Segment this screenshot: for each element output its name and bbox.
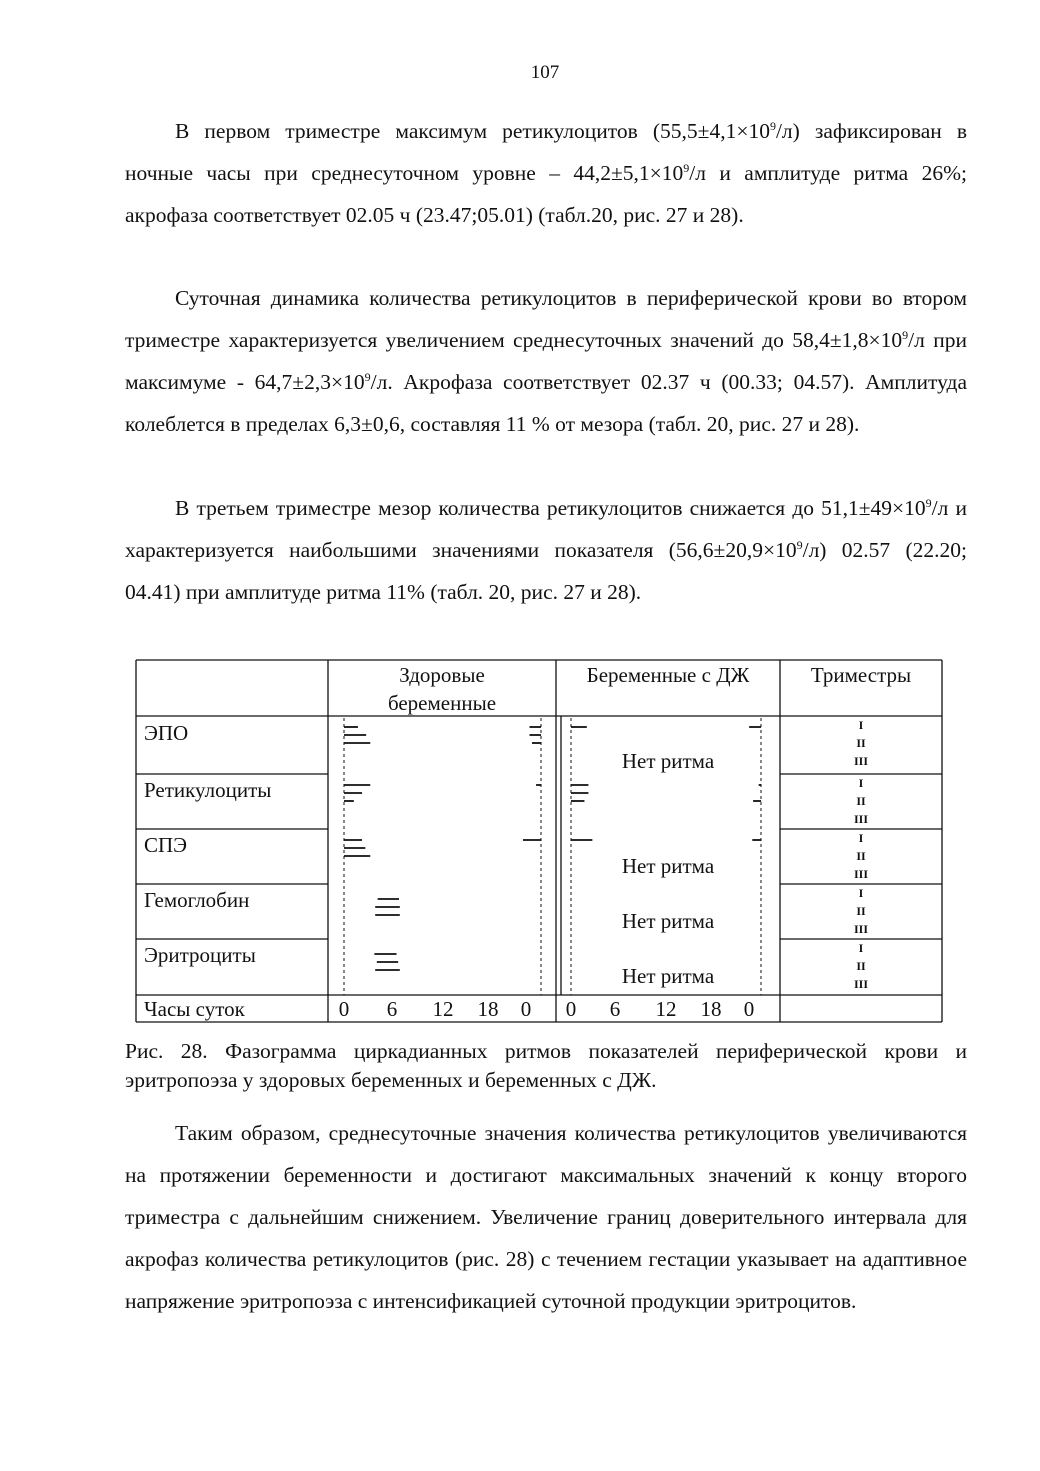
no-rhythm-label: Нет ритма bbox=[621, 749, 715, 773]
row-label: ЭПО bbox=[144, 721, 189, 745]
trimester-label: III bbox=[853, 754, 869, 768]
trimester-label: II bbox=[856, 849, 866, 863]
paragraph-3: В третьем триместре мезор количества ретикулоцитов снижается до $51,1\pm 49\times 10^9/л$ и характеризуется наибольшими значениями показателя $(56,6\pm 20,9\times 10^9/л)$ 02.57 (22.20; 04.41) при амплитуде ритма 11% (табл. 20, рис. 27 и 28). bbox=[125, 496, 968, 604]
row-label: Эритроциты bbox=[144, 943, 256, 967]
hour-tick-label: 0 bbox=[520, 997, 532, 1021]
trimester-label: III bbox=[853, 977, 869, 991]
trimester-label: III bbox=[853, 922, 869, 936]
hour-tick-label: 18 bbox=[477, 997, 499, 1021]
header-trimesters: Триместры bbox=[810, 663, 912, 687]
no-rhythm-label: Нет ритма bbox=[621, 909, 715, 933]
no-rhythm-label: Нет ритма bbox=[621, 854, 715, 878]
hour-tick-label: 12 bbox=[432, 997, 454, 1021]
paragraph-4: Таким образом, среднесуточные значения количества ретикулоцитов увеличиваются на протяжении беременности и достигают максимальных значений к концу второго триместра с дальнейшим снижением. Увеличение границ доверительного интервала для акрофаз количества ретикулоцитов (рис. 28) с течением гестации указывает на адаптивное напряжение эритропоэза с интенсификацией суточной продукции эритроцитов. bbox=[125, 1121, 967, 1313]
figure-caption: Рис. 28. Фазограмма циркадианных ритмов показателей периферической крови и эритропоэза у здоровых беременных и беременных с ДЖ. bbox=[125, 1039, 967, 1092]
row-label: Гемоглобин bbox=[144, 888, 250, 912]
hour-tick-label: 12 bbox=[655, 997, 677, 1021]
trimester-label: II bbox=[856, 794, 866, 808]
trimester-label: I bbox=[858, 718, 864, 732]
trimester-label: II bbox=[856, 736, 866, 750]
header-healthy: беременные bbox=[387, 691, 497, 715]
row-label: СПЭ bbox=[144, 833, 188, 857]
hour-tick-label: 0 bbox=[338, 997, 350, 1021]
trimester-label: II bbox=[856, 959, 866, 973]
paragraph-1: В первом триместре максимум ретикулоцитов $(55,5\pm 4,1\times 10^9/л)$ зафиксирован в ночные часы при среднесуточном уровне – $44,2\pm 5,1\times 10^9/л$ и амплитуде ритма 26%; акрофаза соответствует 02.05 ч (23.47;05.01) (табл.20, рис. 27 и 28). bbox=[125, 119, 967, 227]
paragraph-2: Суточная динамика количества ретикулоцитов в периферической крови во втором триместре характеризуется увеличением среднесуточных значений до $58,4\pm 1,8\times 10^9/л$ при максимуме - $64,7\pm 2,3\times 10^9/л$. Акрофаза соответствует 02.37 ч (00.33; 04.57). Амплитуда колеблется в пределах 6,3±0,6, составляя 11 % от мезора (табл. 20, рис. 27 и 28). bbox=[125, 286, 968, 436]
hour-tick-label: 0 bbox=[565, 997, 577, 1021]
no-rhythm-label: Нет ритма bbox=[621, 964, 715, 988]
trimester-label: I bbox=[858, 886, 864, 900]
hour-tick-label: 6 bbox=[386, 997, 398, 1021]
footer-label: Часы суток bbox=[144, 997, 245, 1021]
page-number: 107 bbox=[530, 62, 560, 83]
hour-tick-label: 18 bbox=[700, 997, 722, 1021]
trimester-label: I bbox=[858, 941, 864, 955]
hour-tick-label: 0 bbox=[743, 997, 755, 1021]
trimester-label: I bbox=[858, 776, 864, 790]
trimester-label: I bbox=[858, 831, 864, 845]
header-healthy: Здоровые bbox=[399, 663, 485, 687]
header-gd: Беременные с ДЖ bbox=[586, 663, 750, 687]
row-label: Ретикулоциты bbox=[144, 778, 272, 802]
trimester-label: III bbox=[853, 867, 869, 881]
trimester-label: II bbox=[856, 904, 866, 918]
trimester-label: III bbox=[853, 812, 869, 826]
hour-tick-label: 6 bbox=[609, 997, 621, 1021]
